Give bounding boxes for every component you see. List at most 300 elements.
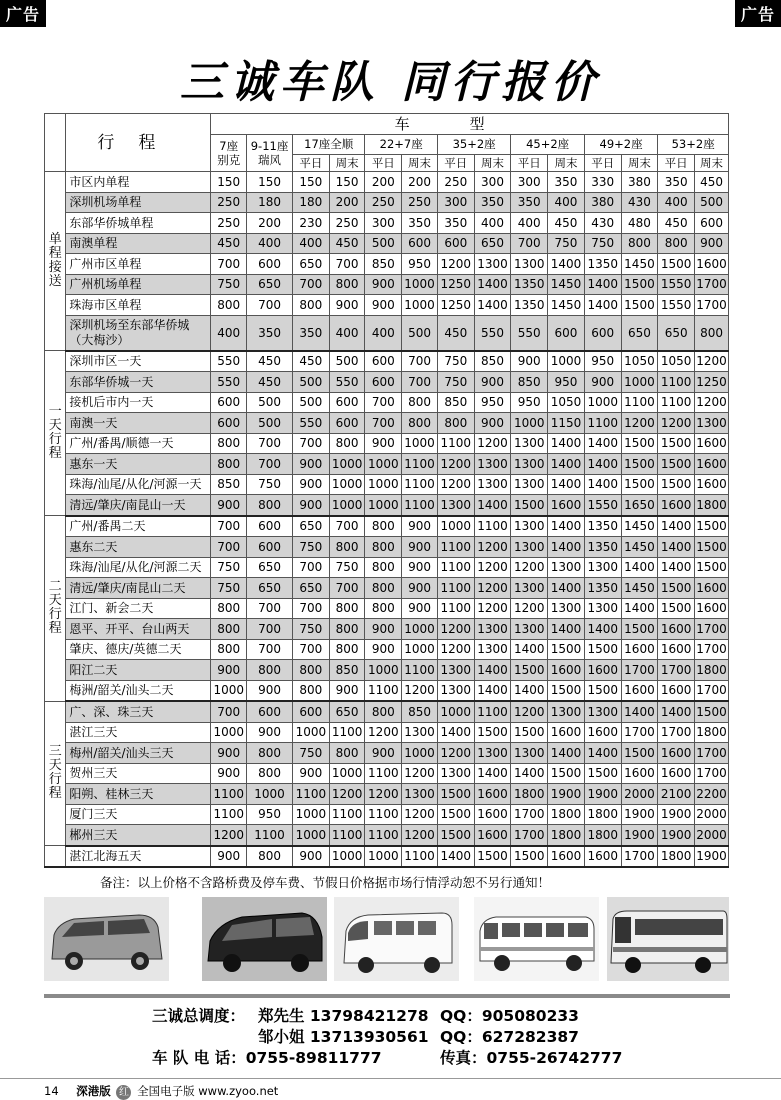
price-cell: 700 — [247, 454, 293, 475]
price-cell: 700 — [247, 598, 293, 619]
price-cell: 1400 — [474, 763, 511, 784]
price-cell: 800 — [437, 413, 474, 434]
price-cell: 1700 — [695, 295, 729, 316]
price-cell: 1200 — [402, 825, 438, 846]
light-bus-photo — [334, 897, 459, 981]
price-cell: 1500 — [437, 825, 474, 846]
price-cell: 1100 — [329, 804, 365, 825]
price-cell: 1200 — [695, 392, 729, 413]
price-cell: 1600 — [584, 722, 621, 743]
price-cell: 200 — [247, 213, 293, 234]
price-cell: 1800 — [548, 825, 585, 846]
price-cell: 1500 — [511, 495, 548, 516]
route-name: 郴州三天 — [66, 825, 211, 846]
route-name: 阳朔、桂林三天 — [66, 784, 211, 805]
price-cell: 1100 — [329, 722, 365, 743]
price-cell: 1100 — [365, 680, 402, 701]
price-cell: 1200 — [658, 413, 695, 434]
price-cell: 1200 — [695, 351, 729, 372]
ad-tag-left: 广告 — [0, 0, 46, 27]
price-cell: 600 — [247, 537, 293, 558]
price-cell: 800 — [365, 537, 402, 558]
price-cell: 1200 — [511, 557, 548, 578]
price-cell: 350 — [511, 192, 548, 213]
divider — [44, 994, 730, 998]
price-cell: 1300 — [437, 495, 474, 516]
price-cell: 550 — [474, 315, 511, 351]
price-cell: 1700 — [695, 619, 729, 640]
price-cell: 1500 — [511, 660, 548, 681]
price-cell: 1300 — [511, 433, 548, 454]
table-row — [45, 804, 729, 825]
route-name: 广、深、珠三天 — [66, 701, 211, 722]
route-name: 深圳市区一天 — [66, 351, 211, 372]
price-cell: 900 — [211, 763, 247, 784]
price-cell: 750 — [293, 537, 330, 558]
price-cell: 380 — [621, 172, 658, 193]
seat-header: 17座全顺 — [293, 134, 365, 155]
price-cell: 1000 — [402, 433, 438, 454]
price-cell: 1500 — [695, 701, 729, 722]
price-cell: 650 — [247, 578, 293, 599]
price-cell: 900 — [247, 722, 293, 743]
price-cell: 330 — [584, 172, 621, 193]
price-cell: 750 — [211, 274, 247, 295]
price-cell: 850 — [365, 254, 402, 275]
route-name: 阳江二天 — [66, 660, 211, 681]
price-cell: 1300 — [474, 474, 511, 495]
price-cell: 1600 — [584, 660, 621, 681]
price-cell: 400 — [293, 233, 330, 254]
fax-number: 传真：0755-26742777 — [440, 1049, 623, 1067]
price-cell: 850 — [437, 392, 474, 413]
vehicle-photos — [44, 897, 729, 981]
table-row — [45, 639, 729, 660]
price-cell: 2100 — [658, 784, 695, 805]
price-cell: 1600 — [658, 763, 695, 784]
route-name: 梅洲/韶关/汕头二天 — [66, 680, 211, 701]
minivan-photo — [44, 897, 169, 981]
weekend-header: 周末 — [621, 155, 658, 172]
route-name: 珠海/汕尾/从化/河源二天 — [66, 557, 211, 578]
price-note: 备注：以上价格不含路桥费及停车费、节假日价格据市场行情浮动恕不另行通知！ — [100, 875, 551, 890]
price-cell: 1400 — [584, 743, 621, 764]
price-cell: 1400 — [584, 474, 621, 495]
price-cell: 1450 — [548, 295, 585, 316]
price-cell: 1400 — [548, 537, 585, 558]
route-name: 江门、新会二天 — [66, 598, 211, 619]
price-cell: 1000 — [293, 722, 330, 743]
price-cell: 1100 — [658, 392, 695, 413]
price-cell: 1600 — [658, 619, 695, 640]
price-cell: 1600 — [621, 680, 658, 701]
price-cell: 1600 — [474, 784, 511, 805]
price-cell: 800 — [365, 578, 402, 599]
price-cell: 1100 — [365, 825, 402, 846]
price-cell: 800 — [211, 639, 247, 660]
weekday-header: 平日 — [437, 155, 474, 172]
price-cell: 1400 — [511, 763, 548, 784]
price-cell: 1700 — [511, 804, 548, 825]
sedan-van-photo — [202, 897, 327, 981]
price-cell: 800 — [365, 516, 402, 537]
weekday-header: 平日 — [584, 155, 621, 172]
price-cell: 150 — [247, 172, 293, 193]
route-name: 南澳单程 — [66, 233, 211, 254]
price-cell: 600 — [548, 315, 585, 351]
price-cell: 1300 — [511, 454, 548, 475]
price-cell: 650 — [293, 578, 330, 599]
price-cell: 1700 — [658, 660, 695, 681]
price-cell: 1100 — [402, 454, 438, 475]
price-cell: 1000 — [437, 701, 474, 722]
footer-rule — [0, 1078, 781, 1079]
price-cell: 1500 — [584, 763, 621, 784]
seat-header: 49+2座 — [584, 134, 657, 155]
price-cell: 600 — [247, 701, 293, 722]
price-cell: 180 — [247, 192, 293, 213]
price-cell: 1400 — [548, 743, 585, 764]
price-cell: 1800 — [584, 804, 621, 825]
price-cell: 1000 — [329, 495, 365, 516]
price-cell: 1000 — [402, 743, 438, 764]
price-cell: 1450 — [548, 274, 585, 295]
route-name: 东部华侨城一天 — [66, 372, 211, 393]
price-cell: 1400 — [548, 433, 585, 454]
price-cell: 1350 — [511, 295, 548, 316]
price-cell: 800 — [365, 557, 402, 578]
price-cell: 1700 — [621, 722, 658, 743]
vehicle-header: 车型 — [211, 114, 729, 135]
price-cell: 1700 — [658, 722, 695, 743]
route-name: 市区内单程 — [66, 172, 211, 193]
price-cell: 1400 — [437, 722, 474, 743]
ad-tag-right: 广告 — [735, 0, 781, 27]
price-cell: 900 — [211, 660, 247, 681]
price-cell: 1000 — [365, 454, 402, 475]
price-cell: 850 — [402, 701, 438, 722]
price-cell: 750 — [211, 578, 247, 599]
table-row — [45, 433, 729, 454]
table-row — [45, 192, 729, 213]
price-cell: 1350 — [584, 516, 621, 537]
price-cell: 1300 — [474, 743, 511, 764]
table-row — [45, 825, 729, 846]
price-cell: 550 — [211, 351, 247, 372]
price-cell: 1500 — [695, 537, 729, 558]
table-row — [45, 254, 729, 275]
table-row — [45, 743, 729, 764]
price-cell: 800 — [695, 315, 729, 351]
price-cell: 200 — [402, 172, 438, 193]
table-row — [45, 274, 729, 295]
price-cell: 900 — [211, 846, 247, 868]
price-cell: 650 — [293, 254, 330, 275]
price-cell: 650 — [293, 516, 330, 537]
price-cell: 300 — [365, 213, 402, 234]
price-cell: 800 — [329, 537, 365, 558]
price-cell: 1700 — [695, 639, 729, 660]
price-cell: 950 — [247, 804, 293, 825]
price-cell: 1600 — [621, 639, 658, 660]
price-cell: 700 — [293, 557, 330, 578]
price-cell: 1400 — [548, 578, 585, 599]
price-cell: 150 — [293, 172, 330, 193]
price-cell: 1500 — [621, 433, 658, 454]
price-cell: 1350 — [584, 254, 621, 275]
price-cell: 900 — [365, 743, 402, 764]
price-cell: 1300 — [511, 619, 548, 640]
route-name: 厦门三天 — [66, 804, 211, 825]
price-cell: 1000 — [402, 295, 438, 316]
price-cell: 800 — [247, 495, 293, 516]
price-cell: 600 — [211, 413, 247, 434]
price-cell: 1000 — [548, 351, 585, 372]
price-cell: 750 — [293, 743, 330, 764]
table-row — [45, 619, 729, 640]
price-cell: 1000 — [621, 372, 658, 393]
price-cell: 1400 — [474, 495, 511, 516]
price-cell: 1800 — [695, 495, 729, 516]
price-cell: 1700 — [695, 763, 729, 784]
price-cell: 1100 — [621, 392, 658, 413]
price-cell: 180 — [293, 192, 330, 213]
price-cell: 1200 — [474, 433, 511, 454]
price-cell: 1500 — [695, 516, 729, 537]
price-cell: 1600 — [548, 495, 585, 516]
price-cell: 400 — [365, 315, 402, 351]
route-name: 广州/番禺二天 — [66, 516, 211, 537]
price-cell: 800 — [329, 274, 365, 295]
price-cell: 350 — [474, 192, 511, 213]
price-cell: 700 — [329, 578, 365, 599]
price-cell: 1000 — [293, 825, 330, 846]
weekday-header: 平日 — [658, 155, 695, 172]
price-cell: 1400 — [658, 537, 695, 558]
price-cell: 300 — [511, 172, 548, 193]
price-cell: 900 — [293, 454, 330, 475]
price-cell: 1400 — [621, 701, 658, 722]
price-cell: 1300 — [584, 598, 621, 619]
price-cell: 1200 — [474, 578, 511, 599]
price-cell: 900 — [474, 372, 511, 393]
price-cell: 1300 — [474, 639, 511, 660]
price-cell: 800 — [329, 433, 365, 454]
price-cell: 800 — [293, 295, 330, 316]
price-cell: 1300 — [511, 578, 548, 599]
price-cell: 1250 — [695, 372, 729, 393]
price-cell: 1700 — [695, 743, 729, 764]
table-row — [45, 474, 729, 495]
price-cell: 900 — [293, 495, 330, 516]
price-cell: 1000 — [293, 804, 330, 825]
price-cell: 1000 — [365, 660, 402, 681]
price-cell: 1700 — [511, 825, 548, 846]
route-name: 清远/肇庆/南昆山二天 — [66, 578, 211, 599]
price-cell: 1400 — [584, 274, 621, 295]
price-cell: 600 — [329, 413, 365, 434]
price-cell: 1000 — [365, 474, 402, 495]
price-cell: 1200 — [402, 763, 438, 784]
price-cell: 1450 — [621, 578, 658, 599]
price-cell: 1300 — [474, 454, 511, 475]
price-cell: 250 — [402, 192, 438, 213]
price-cell: 900 — [402, 598, 438, 619]
route-name: 东部华侨城单程 — [66, 213, 211, 234]
price-cell: 1300 — [511, 474, 548, 495]
price-cell: 1100 — [365, 763, 402, 784]
price-cell: 800 — [247, 846, 293, 868]
price-cell: 1100 — [211, 804, 247, 825]
price-cell: 250 — [437, 172, 474, 193]
qq-1: QQ：905080233 — [440, 1007, 579, 1025]
price-cell: 500 — [293, 392, 330, 413]
price-cell: 500 — [329, 351, 365, 372]
price-cell: 850 — [329, 660, 365, 681]
route-name: 清远/肇庆/南昆山一天 — [66, 495, 211, 516]
page-number: 14 — [44, 1084, 59, 1098]
table-row — [45, 315, 729, 351]
price-cell: 850 — [211, 474, 247, 495]
price-cell: 700 — [293, 433, 330, 454]
table-row — [45, 763, 729, 784]
price-cell: 1300 — [474, 619, 511, 640]
price-cell: 1200 — [402, 680, 438, 701]
price-cell: 1500 — [658, 578, 695, 599]
price-cell: 700 — [247, 433, 293, 454]
price-cell: 1600 — [695, 474, 729, 495]
price-cell: 1600 — [548, 722, 585, 743]
site-url: 全国电子版 www.zyoo.net — [137, 1084, 279, 1098]
price-cell: 1550 — [584, 495, 621, 516]
price-cell: 800 — [329, 743, 365, 764]
price-cell: 1300 — [511, 537, 548, 558]
price-cell: 1400 — [548, 619, 585, 640]
price-cell: 1800 — [695, 722, 729, 743]
price-cell: 400 — [247, 233, 293, 254]
price-cell: 150 — [211, 172, 247, 193]
price-cell: 1300 — [695, 413, 729, 434]
price-cell: 1500 — [658, 433, 695, 454]
price-cell: 1050 — [548, 392, 585, 413]
price-cell: 1200 — [437, 454, 474, 475]
price-cell: 950 — [548, 372, 585, 393]
price-cell: 2000 — [621, 784, 658, 805]
price-cell: 700 — [365, 413, 402, 434]
price-cell: 1800 — [511, 784, 548, 805]
price-cell: 1700 — [621, 660, 658, 681]
price-cell: 1350 — [584, 537, 621, 558]
price-cell: 1400 — [474, 274, 511, 295]
price-cell: 1100 — [402, 495, 438, 516]
price-cell: 1300 — [474, 254, 511, 275]
category-label: 一天行程 — [45, 351, 66, 516]
price-cell: 400 — [511, 213, 548, 234]
price-cell: 150 — [329, 172, 365, 193]
price-cell: 1200 — [621, 413, 658, 434]
price-cell: 1600 — [658, 680, 695, 701]
price-cell: 450 — [548, 213, 585, 234]
price-cell: 230 — [293, 213, 330, 234]
price-cell: 500 — [293, 372, 330, 393]
price-cell: 750 — [211, 557, 247, 578]
price-cell: 800 — [247, 660, 293, 681]
price-cell: 1600 — [621, 763, 658, 784]
page-footer — [44, 1083, 278, 1100]
seat-header: 22+7座 — [365, 134, 437, 155]
price-cell: 500 — [365, 233, 402, 254]
price-cell: 1000 — [211, 680, 247, 701]
table-row — [45, 516, 729, 537]
price-cell: 1500 — [621, 274, 658, 295]
price-cell: 1900 — [658, 804, 695, 825]
price-cell: 1500 — [474, 722, 511, 743]
price-cell: 1200 — [474, 598, 511, 619]
seat-header: 35+2座 — [437, 134, 510, 155]
price-cell: 1450 — [621, 537, 658, 558]
price-cell: 700 — [402, 372, 438, 393]
price-cell: 1800 — [584, 825, 621, 846]
price-cell: 1300 — [437, 763, 474, 784]
price-cell: 1400 — [437, 846, 474, 868]
route-name: 珠海市区单程 — [66, 295, 211, 316]
price-cell: 430 — [621, 192, 658, 213]
price-cell: 750 — [293, 619, 330, 640]
price-cell: 1300 — [437, 660, 474, 681]
price-cell: 450 — [211, 233, 247, 254]
price-cell: 650 — [474, 233, 511, 254]
price-cell: 400 — [474, 213, 511, 234]
price-cell: 1500 — [658, 598, 695, 619]
price-cell: 1800 — [695, 660, 729, 681]
price-cell: 1900 — [621, 825, 658, 846]
price-cell: 950 — [584, 351, 621, 372]
price-cell: 1100 — [329, 825, 365, 846]
table-row — [45, 295, 729, 316]
price-cell: 650 — [247, 274, 293, 295]
price-cell: 1900 — [621, 804, 658, 825]
weekday-header: 平日 — [293, 155, 330, 172]
route-name: 惠东二天 — [66, 537, 211, 558]
route-name: 广州市区单程 — [66, 254, 211, 275]
price-cell: 700 — [402, 351, 438, 372]
price-cell: 400 — [211, 315, 247, 351]
price-cell: 1500 — [584, 639, 621, 660]
price-cell: 350 — [658, 172, 695, 193]
price-cell: 1600 — [658, 743, 695, 764]
price-cell: 1200 — [474, 537, 511, 558]
price-cell: 900 — [293, 763, 330, 784]
price-cell: 550 — [293, 413, 330, 434]
price-cell: 1100 — [402, 846, 438, 868]
price-cell: 450 — [658, 213, 695, 234]
price-cell: 1400 — [474, 660, 511, 681]
table-row — [45, 454, 729, 475]
price-cell: 1600 — [474, 825, 511, 846]
price-cell: 600 — [293, 701, 330, 722]
price-cell: 1400 — [548, 516, 585, 537]
table-row — [45, 413, 729, 434]
route-name: 惠东一天 — [66, 454, 211, 475]
price-cell: 850 — [511, 372, 548, 393]
price-cell: 1100 — [437, 598, 474, 619]
price-cell: 1200 — [437, 743, 474, 764]
price-cell: 950 — [402, 254, 438, 275]
edition-label: 深港版 — [76, 1084, 111, 1098]
price-cell: 1100 — [365, 804, 402, 825]
price-cell: 1400 — [474, 680, 511, 701]
price-cell: 900 — [511, 351, 548, 372]
